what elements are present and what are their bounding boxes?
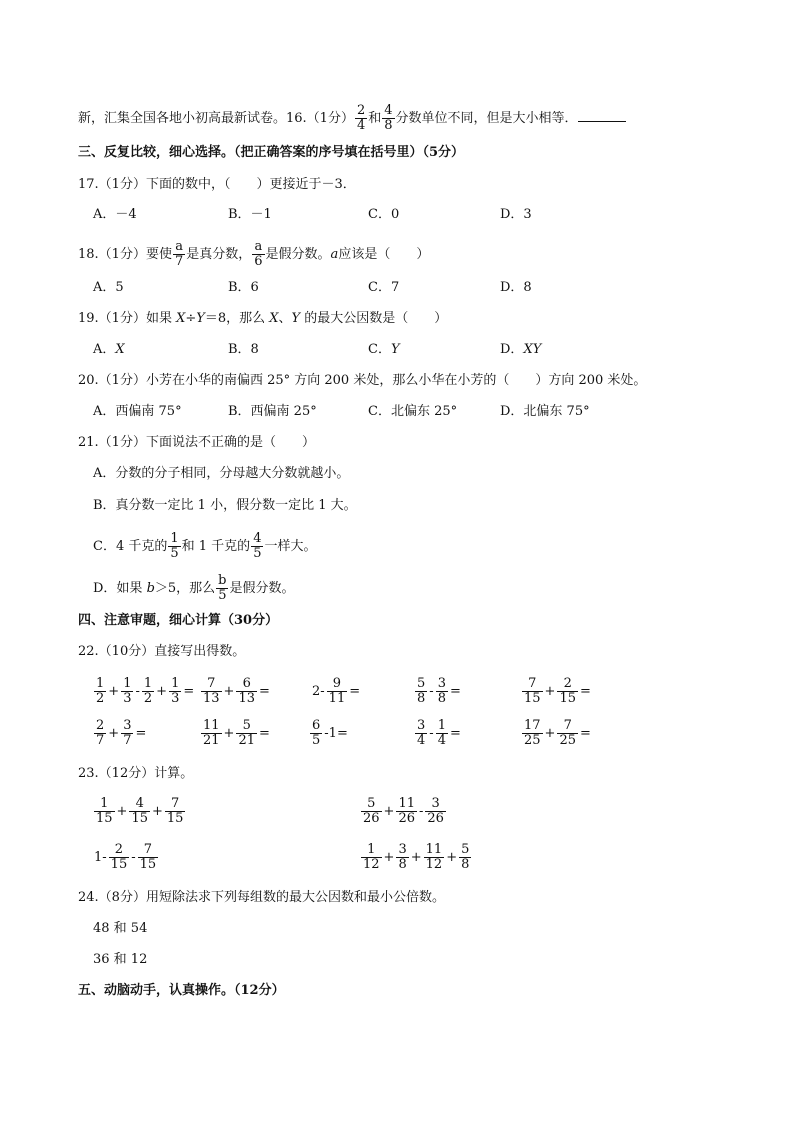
operator: + — [223, 684, 235, 699]
fraction: $\frac{b}{5}$ — [218, 573, 227, 603]
q22-expr-6 — [93, 719, 147, 748]
question-22: 22.（10分）直接写出得数。 — [78, 644, 246, 659]
section-3-heading: 三、反复比较，细心选择。（把正确答案的序号填在括号里）（5分） — [78, 145, 465, 160]
fraction: 7 15 — [139, 842, 157, 872]
q20-option-d[interactable]: D．北偏东 75° — [500, 404, 590, 419]
q21-option-d[interactable]: D．如果 b＞5，那么 $\frac{b}{5}$ 是假分数。 — [93, 573, 295, 603]
operator: = — [580, 726, 591, 741]
operator: = — [449, 684, 461, 699]
operator: - — [419, 804, 424, 819]
question-23: 23.（12分）计算。 — [78, 766, 194, 781]
q18-option-d[interactable]: D．8 — [500, 280, 532, 295]
q22-expr-10 — [521, 719, 592, 748]
fraction: $\frac{1}{5}$ — [170, 531, 179, 561]
question-17: 17.（1分）下面的数中，（ ）更接近于－3． — [78, 177, 356, 192]
q18-option-a[interactable]: A．5 — [93, 280, 124, 295]
fraction: 1 15 — [96, 796, 113, 826]
fraction: 11 21 — [203, 718, 220, 748]
q22-expr-3 — [311, 677, 361, 706]
q19-option-d[interactable]: D．XY — [500, 342, 542, 357]
fraction: 1 2 — [143, 676, 153, 706]
operator: = — [259, 726, 270, 741]
q17-option-d[interactable]: D．3 — [500, 207, 532, 222]
section-4-heading: 四、注意审题，细心计算（30分） — [78, 613, 279, 628]
fraction: $\frac{3}{8}$ — [437, 676, 446, 706]
fraction: $\frac{4}{15}$ — [131, 796, 148, 826]
q22-expr-1 — [93, 677, 195, 706]
q22-expr-4 — [414, 677, 462, 706]
fraction: $\frac{5}{21}$ — [238, 718, 255, 748]
fraction: 2 15 — [110, 842, 128, 872]
fraction: $\frac{7}{15}$ — [166, 796, 184, 826]
q20-option-c[interactable]: C．北偏东 25° — [368, 404, 458, 419]
fraction: $\frac{5}{8}$ — [461, 842, 470, 872]
operator: + — [383, 850, 395, 865]
q18-option-c[interactable]: C．7 — [368, 280, 400, 295]
fraction: 1 2 — [96, 676, 105, 706]
fraction: 7 15 — [524, 676, 541, 706]
operator: = — [183, 684, 195, 699]
fraction: $\frac{11}{12}$ — [425, 842, 443, 872]
fraction: $\frac{1}{4}$ — [437, 718, 446, 748]
q17-option-c[interactable]: C．0 — [368, 207, 400, 222]
fraction: 7 13 — [203, 676, 220, 706]
question-21: 21.（1分）下面说法不正确的是（ ） — [78, 435, 315, 450]
fraction: 6 5 — [312, 718, 321, 748]
fraction: $\frac{1}{3}$ — [171, 676, 180, 706]
operator: - — [429, 726, 434, 741]
question-20: 20.（1分）小芳在小华的南偏西 25° 方向 200 米处，那么小华在小芳的（ ）方向 200 米处。 — [78, 373, 647, 388]
fraction: 5 8 — [417, 676, 426, 706]
q23-expr-3 — [93, 843, 159, 872]
fraction: 2 7 — [96, 718, 105, 748]
q21-option-c[interactable]: C．4 千克的 $\frac{1}{5}$ 和 1 千克的 $\frac{4}{5}$ 一样大。 — [93, 531, 317, 561]
q24-pair-1: 48 和 54 — [93, 921, 148, 936]
q20-option-b[interactable]: B．西偏南 25° — [228, 404, 317, 419]
fraction: $\frac{4}{5}$ — [253, 531, 262, 561]
operator: + — [156, 684, 168, 699]
fraction: $\frac{6}{13}$ — [238, 676, 255, 706]
fraction: $\frac{11}{26}$ — [398, 796, 415, 826]
question-24: 24.（8分）用短除法求下列每组数的最大公因数和最小公倍数。 — [78, 890, 445, 905]
fraction: 3 26 — [427, 796, 444, 826]
fraction: $\frac{3}{7}$ — [123, 718, 132, 748]
q22-expr-5 — [521, 677, 592, 706]
operator: + — [108, 726, 120, 741]
operator: + — [544, 726, 556, 741]
question-19: 19.（1分）如果 X÷Y＝8，那么 X、Y 的最大公因数是（ ） — [78, 311, 448, 326]
operator: + — [410, 850, 422, 865]
q21-option-a[interactable]: A．分数的分子相同，分母越大分数就越小。 — [93, 466, 350, 481]
q23-expr-4 — [360, 843, 472, 872]
q24-pair-2: 36 和 12 — [93, 952, 148, 967]
q17-option-a[interactable]: A．－4 — [93, 207, 137, 222]
section-5-heading: 五、动脑动手，认真操作。（12分） — [78, 983, 285, 998]
q23-expr-1 — [93, 797, 186, 826]
fraction: 5 26 — [363, 796, 380, 826]
operator: - — [135, 684, 140, 699]
fraction: $\frac{a}{7}$ — [174, 239, 184, 269]
operator: 1- — [94, 850, 107, 865]
fraction: $\frac{2}{15}$ — [559, 676, 576, 706]
q22-expr-9 — [414, 719, 462, 748]
operator: + — [152, 804, 163, 819]
q20-option-a[interactable]: A．西偏南 75° — [93, 404, 182, 419]
q22-expr-2 — [200, 677, 271, 706]
fraction: $\frac{9}{11}$ — [328, 676, 346, 706]
q19-option-c[interactable]: C．Y — [368, 342, 400, 357]
question-16: 新，汇集全国各地小初高最新试卷。16.（1分） $\frac{2}{4}$ 和 $\frac{4}{8}$ 分数单位不同，但是大小相等． — [78, 104, 626, 133]
operator: 2- — [312, 684, 325, 699]
operator: + — [223, 726, 235, 741]
operator: - — [429, 684, 434, 699]
operator: = — [135, 726, 147, 741]
q17-option-b[interactable]: B．－1 — [228, 207, 272, 222]
fraction: 17 25 — [524, 718, 541, 748]
fraction: $\frac{1}{3}$ — [123, 676, 132, 706]
fraction: $\frac{4}{8}$ — [384, 103, 393, 133]
operator: = — [449, 726, 461, 741]
fraction: 3 4 — [417, 718, 426, 748]
q19-option-a[interactable]: A．X — [93, 342, 125, 357]
q18-option-b[interactable]: B．6 — [228, 280, 259, 295]
q21-option-b[interactable]: B．真分数一定比 1 小，假分数一定比 1 大。 — [93, 498, 357, 513]
operator: + — [544, 684, 556, 699]
operator: - — [131, 850, 136, 865]
fraction: $\frac{2}{4}$ — [356, 103, 366, 133]
operator: = — [580, 684, 591, 699]
operator: -1= — [324, 726, 348, 741]
fraction: 1 12 — [363, 842, 380, 872]
fraction: $\frac{3}{8}$ — [398, 842, 407, 872]
q22-expr-8 — [309, 719, 349, 748]
q22-expr-7 — [200, 719, 271, 748]
operator: + — [383, 804, 395, 819]
operator: = — [259, 684, 270, 699]
operator: + — [108, 684, 120, 699]
operator: + — [116, 804, 128, 819]
answer-blank[interactable] — [578, 109, 626, 122]
fraction: $\frac{7}{25}$ — [559, 718, 576, 748]
fraction: $\frac{a}{6}$ — [254, 239, 263, 269]
q19-option-b[interactable]: B．8 — [228, 342, 259, 357]
question-18: 18.（1分）要使 $\frac{a}{7}$ 是真分数， $\frac{a}{6}$ 是假分数。a应该是（ ） — [78, 239, 430, 269]
q23-expr-2 — [360, 797, 447, 826]
operator: = — [349, 684, 361, 699]
operator: + — [446, 850, 458, 865]
